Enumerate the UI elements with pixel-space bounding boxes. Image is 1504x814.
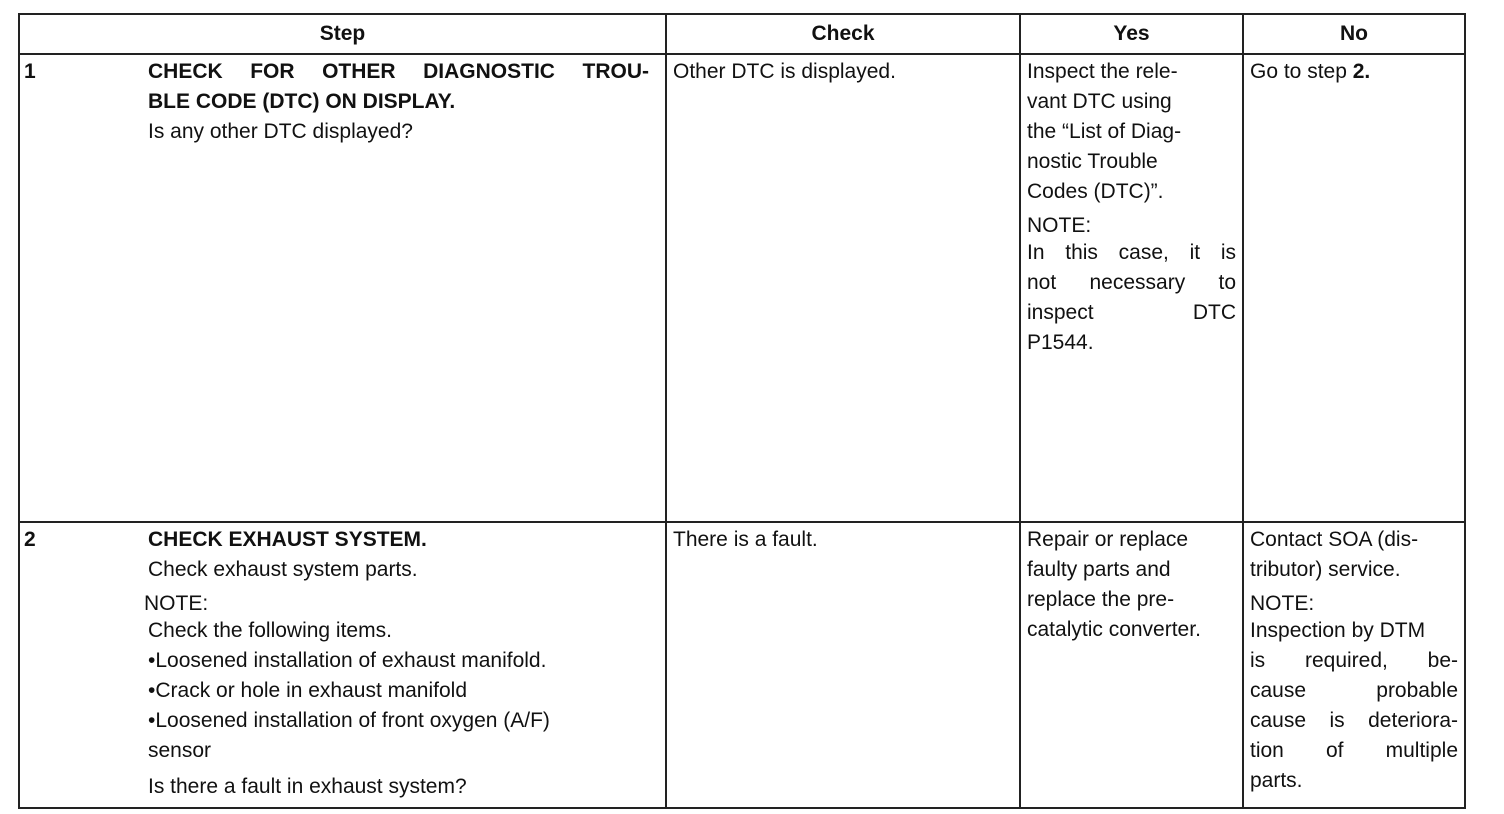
check-cell (666, 522, 1020, 808)
header-row (19, 14, 1465, 54)
no-text: Contact SOA (dis- tributor) service. (1250, 528, 1419, 581)
yes-cell (1020, 54, 1243, 522)
step-title: CHECK EXHAUST SYSTEM. (148, 528, 427, 551)
table-row (19, 54, 1465, 522)
no-note-line4: cause is deteriora- (1250, 709, 1458, 732)
yes-note-line2: not necessary to (1027, 271, 1236, 294)
check-text: Other DTC is displayed. (673, 60, 896, 83)
header-no: No (1243, 14, 1465, 54)
no-prefix: Go to step (1250, 60, 1353, 83)
no-note-label: NOTE: (1250, 592, 1315, 615)
header-yes: Yes (1020, 14, 1243, 54)
no-note-line3: cause probable (1250, 679, 1458, 702)
no-note-line1: Inspection by DTM (1250, 619, 1426, 642)
step-title-line2: BLE CODE (DTC) ON DISPLAY. (148, 90, 456, 113)
check-text: There is a fault. (673, 528, 818, 551)
header-check: Check (666, 14, 1020, 54)
yes-note-line4: P1544. (1027, 331, 1094, 354)
step-number: 2 (24, 528, 36, 551)
yes-text: Repair or replace faulty parts and replace the pre- catalytic converter. (1027, 528, 1201, 641)
header-step: Step (19, 14, 666, 54)
yes-cell (1020, 522, 1243, 808)
step-note-label: NOTE: (144, 592, 209, 615)
step-cell (19, 54, 666, 522)
no-cell (1243, 522, 1465, 808)
diagnostic-table (18, 13, 1466, 809)
yes-text: Inspect the rele- vant DTC using the “List of Diag- nostic Trouble Codes (DTC)”. (1027, 60, 1182, 203)
yes-note-line1: In this case, it is (1027, 241, 1236, 264)
no-note-line6: parts. (1250, 769, 1303, 792)
step-line: Check exhaust system parts. (148, 558, 418, 581)
step-note-intro: Check the following items. (148, 619, 392, 642)
step-question: Is any other DTC displayed? (148, 120, 413, 143)
step-item: •Crack or hole in exhaust manifold (148, 679, 468, 702)
yes-note-label: NOTE: (1027, 214, 1092, 237)
no-note-line5: tion of multiple (1250, 739, 1458, 762)
no-step-link: 2. (1352, 60, 1371, 83)
step-title-line1: CHECK FOR OTHER DIAGNOSTIC TROU- (148, 60, 649, 83)
no-text (1250, 57, 1458, 87)
step-item: •Loosened installation of exhaust manifold. (148, 649, 547, 672)
check-cell (666, 54, 1020, 522)
no-cell (1243, 54, 1465, 522)
step-number: 1 (24, 60, 36, 83)
yes-note-line3: inspect DTC (1027, 301, 1236, 324)
table-row (19, 522, 1465, 808)
step-cell (19, 522, 666, 808)
step-question: Is there a fault in exhaust system? (148, 775, 467, 798)
no-note-line2: is required, be- (1250, 649, 1458, 672)
step-item: •Loosened installation of front oxygen (A/F) sensor (148, 709, 550, 762)
